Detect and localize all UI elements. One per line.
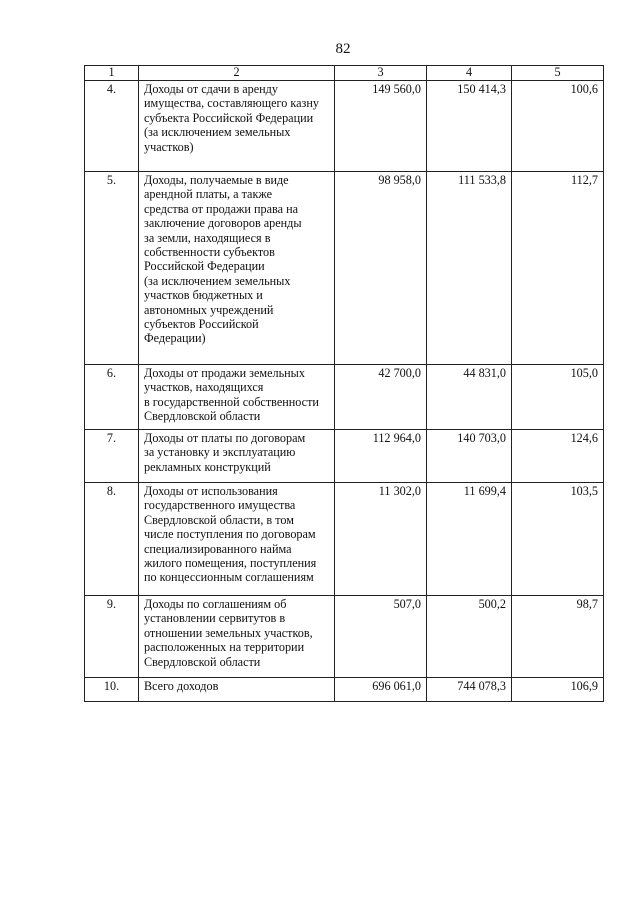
table-header-row <box>85 66 604 81</box>
table-row <box>85 365 604 430</box>
table-row <box>85 430 604 483</box>
row-value-col3: 11 302,0 <box>335 483 427 596</box>
row-value-col5: 103,5 <box>512 483 604 596</box>
row-value-col5: 124,6 <box>512 430 604 483</box>
table-row <box>85 483 604 596</box>
table-row-total <box>85 678 604 702</box>
row-value-col5: 112,7 <box>512 172 604 365</box>
table-row <box>85 81 604 172</box>
row-name: Доходы от платы по договорам за установку и эксплуатацию рекламных конструкций <box>139 430 335 483</box>
row-name: Доходы от использования государственного имущества Свердловской области, в том числе поступления по договорам специализированного найма жилого помещения, поступления по концессионным соглашениям <box>139 483 335 596</box>
table-row <box>85 172 604 365</box>
row-value-col4: 150 414,3 <box>427 81 512 172</box>
row-name: Доходы по соглашениям об установлении сервитутов в отношении земельных участков, расположенных на территории Свердловской области <box>139 596 335 678</box>
row-number: 6. <box>85 365 139 430</box>
column-header: 2 <box>139 66 335 81</box>
row-value-col3: 112 964,0 <box>335 430 427 483</box>
table-row <box>85 596 604 678</box>
row-name: Всего доходов <box>139 678 335 702</box>
row-value-col5: 105,0 <box>512 365 604 430</box>
row-value-col5: 98,7 <box>512 596 604 678</box>
row-value-col4: 500,2 <box>427 596 512 678</box>
row-value-col3: 42 700,0 <box>335 365 427 430</box>
row-number: 4. <box>85 81 139 172</box>
row-number: 9. <box>85 596 139 678</box>
row-value-col4: 11 699,4 <box>427 483 512 596</box>
column-header: 4 <box>427 66 512 81</box>
row-name: Доходы от продажи земельных участков, находящихся в государственной собственности Свердловской области <box>139 365 335 430</box>
row-value-col4: 744 078,3 <box>427 678 512 702</box>
row-value-col5: 106,9 <box>512 678 604 702</box>
revenue-table <box>84 65 604 702</box>
row-number: 8. <box>85 483 139 596</box>
row-number: 7. <box>85 430 139 483</box>
row-value-col3: 507,0 <box>335 596 427 678</box>
row-name: Доходы, получаемые в виде арендной платы, а также средства от продажи права на заключение договоров аренды за земли, находящиеся в собственности субъектов Российской Федерации (за исключением земельных участков бюджетных и автономных учреждений субъектов Российской Федерации) <box>139 172 335 365</box>
row-value-col3: 98 958,0 <box>335 172 427 365</box>
page-number: 82 <box>335 41 351 57</box>
column-header: 1 <box>85 66 139 81</box>
row-value-col3: 696 061,0 <box>335 678 427 702</box>
row-value-col3: 149 560,0 <box>335 81 427 172</box>
column-header: 3 <box>335 66 427 81</box>
row-name: Доходы от сдачи в аренду имущества, составляющего казну субъекта Российской Федерации (за исключением земельных участков) <box>139 81 335 172</box>
row-value-col4: 140 703,0 <box>427 430 512 483</box>
row-value-col4: 44 831,0 <box>427 365 512 430</box>
row-value-col4: 111 533,8 <box>427 172 512 365</box>
row-number: 10. <box>85 678 139 702</box>
row-number: 5. <box>85 172 139 365</box>
column-header: 5 <box>512 66 604 81</box>
row-value-col5: 100,6 <box>512 81 604 172</box>
